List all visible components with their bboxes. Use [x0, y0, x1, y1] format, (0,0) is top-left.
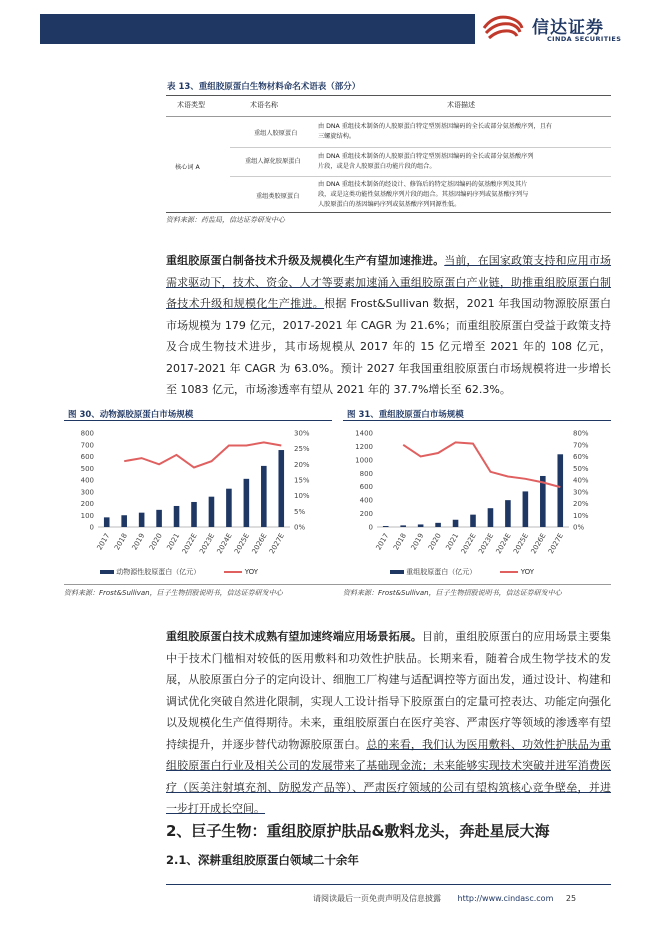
section-heading-2: 2、巨子生物：重组胶原护肤品&敷料龙头，奔赴星辰大海 — [166, 822, 550, 840]
page-number: 25 — [565, 894, 577, 903]
y-right-tick-label: 0% — [294, 523, 306, 532]
bar — [139, 513, 145, 527]
x-tick-label: 2023E — [477, 532, 496, 556]
y-left-tick-label: 0 — [368, 523, 373, 532]
bar — [174, 506, 180, 527]
legend-line-swatch — [224, 571, 242, 573]
section-heading-2-1: 2.1、深耕重组胶原蛋白领域二十余年 — [166, 853, 359, 867]
paragraph-underlined: 当前，在国家政策支持和应用市场需求驱动下，技术、资金、人才等要素加速涌入重组胶原蛋白产业链，助推重组胶原蛋白制备技术升级和规模化生产推进。 — [166, 254, 612, 310]
y-left-tick-label: 200 — [80, 500, 94, 508]
legend-bar-swatch — [390, 570, 404, 574]
bar — [470, 515, 476, 527]
paragraph-applications — [166, 626, 611, 820]
figures-bottom-rule — [64, 584, 611, 585]
table-header-name: 术语名称 — [250, 101, 278, 109]
x-tick-label: 2026E — [529, 532, 548, 556]
table-row-name: 重组人源化胶原蛋白 — [245, 158, 301, 165]
y-left-tick-label: 600 — [80, 453, 94, 461]
y-left-tick-label: 500 — [80, 464, 94, 473]
paragraph-market — [166, 250, 611, 401]
paragraph-lead: 重组胶原蛋白技术成熟有望加速终端应用场景拓展。 — [166, 630, 422, 643]
y-right-tick-label: 70% — [573, 441, 589, 450]
x-tick-label: 2025E — [233, 532, 252, 556]
x-tick-label: 2023E — [198, 532, 217, 556]
table-header-desc: 术语描述 — [447, 101, 475, 109]
table-row-divider — [230, 147, 611, 148]
y-left-tick-label: 400 — [80, 476, 94, 485]
x-tick-label: 2019 — [130, 532, 147, 552]
x-tick-label: 2021 — [444, 532, 461, 552]
bar — [557, 454, 563, 527]
x-tick-label: 2017 — [374, 532, 391, 552]
y-right-tick-label: 40% — [573, 476, 589, 485]
bar — [383, 526, 389, 527]
table-header-type: 术语类型 — [177, 101, 205, 109]
y-right-tick-label: 60% — [573, 453, 589, 461]
table-top-rule — [166, 95, 611, 96]
footer-rule — [166, 884, 611, 885]
bar — [488, 508, 494, 527]
paragraph-body: 目前，重组胶原蛋白的应用场景主要集中于技术门槛相对较低的医用敷料和功效性护肤品。长期来看，随着合成生物学技术的发展，从胶原蛋白分子的定向设计、细胞工厂构建与适配调控等方面出发，通过设计、构建和调试优化突破自然进化限制，实现人工设计指导下胶原蛋白的定量可控表达、功能定向强化以及规模化生产值得期待。未来，重组胶原蛋白在医疗美容、严肃医疗等领域的渗透率有望持续提升，并逐步替代动物源胶原蛋白。 — [166, 630, 612, 751]
y-left-tick-label: 1200 — [355, 442, 373, 451]
bar — [400, 525, 406, 527]
figure-31-chart — [343, 423, 611, 563]
x-tick-label: 2020 — [426, 532, 443, 552]
bar — [191, 502, 197, 527]
figure-31-legend — [390, 567, 534, 577]
y-right-tick-label: 10% — [573, 511, 589, 520]
y-left-tick-label: 700 — [80, 441, 94, 450]
y-left-tick-label: 100 — [80, 511, 94, 520]
paragraph-lead: 重组胶原蛋白制备技术升级及规模化生产有望加速推进。 — [166, 254, 445, 267]
y-right-tick-label: 20% — [573, 500, 589, 508]
table-row-divider — [230, 176, 611, 177]
bar — [121, 515, 127, 527]
logo-text-en: CINDA SECURITIES — [547, 35, 622, 43]
figure-31-source: 资料来源：Frost&Sullivan，巨子生物招股说明书，信达证券研发中心 — [343, 589, 562, 597]
figure-30-rule — [64, 420, 332, 421]
y-left-tick-label: 1400 — [355, 429, 373, 438]
x-tick-label: 2018 — [113, 532, 129, 552]
table-row-desc: 由 DNA 重组技术制备的经设计、修饰后的特定基因编码的氨基酸序列及其片 段，或是这类功能性氨基酸序列片段的组合。其基因编码序列或氨基酸序列与 人胶原蛋白的基因编码序列或氨基酸序列同源性低。 — [318, 181, 529, 208]
bar — [505, 500, 511, 527]
bar — [278, 450, 284, 527]
bar — [523, 491, 529, 527]
table-row-desc: 由 DNA 重组技术制备的人胶原蛋白特定型别基因编码的全长或部分氨基酸序列 片段，或是含人胶原蛋白功能片段的组合。 — [318, 153, 534, 170]
bar — [418, 524, 424, 527]
y-right-tick-label: 10% — [294, 492, 310, 501]
y-right-tick-label: 0% — [573, 523, 585, 532]
x-tick-label: 2022E — [459, 532, 478, 556]
bar — [104, 517, 110, 527]
x-tick-label: 2020 — [147, 532, 164, 552]
legend-line-swatch — [500, 571, 518, 573]
x-tick-label: 2017 — [95, 532, 112, 552]
figure-30-chart — [64, 423, 332, 563]
figure-31-rule — [343, 420, 611, 421]
yoy-line — [124, 442, 281, 467]
x-tick-label: 2018 — [392, 532, 408, 552]
figure-31-title: 图 31、重组胶原蛋白市场规模 — [347, 410, 464, 420]
table-row-desc: 由 DNA 重组技术制备的人胶原蛋白特定型别基因编码的全长或部分氨基酸序列，且有 三螺旋结构。 — [318, 123, 553, 140]
legend-line-label: YOY — [244, 568, 258, 576]
y-left-tick-label: 800 — [359, 469, 373, 478]
footer-disclaimer: 请阅读最后一页免责声明及信息披露 — [313, 894, 441, 903]
bar — [261, 466, 267, 527]
legend-line-label: YOY — [520, 568, 534, 576]
cinda-logo-icon — [480, 12, 526, 44]
figure-30-legend — [100, 567, 258, 577]
x-tick-label: 2027E — [267, 532, 287, 556]
y-right-tick-label: 5% — [294, 507, 306, 516]
x-tick-label: 2021 — [165, 532, 182, 552]
y-left-tick-label: 0 — [89, 523, 94, 532]
bar — [244, 479, 250, 527]
table-source: 资料来源：药监局，信达证券研发中心 — [166, 216, 285, 224]
x-tick-label: 2024E — [494, 532, 513, 556]
footer — [313, 893, 576, 904]
table-bottom-rule — [166, 212, 611, 213]
table-title: 表 13、重组胶原蛋白生物材料命名术语表（部分） — [167, 82, 361, 92]
y-right-tick-label: 50% — [573, 464, 589, 473]
yoy-line — [403, 442, 560, 487]
bar — [453, 520, 459, 527]
y-left-tick-label: 600 — [359, 483, 373, 492]
y-right-tick-label: 25% — [294, 445, 310, 454]
x-tick-label: 2027E — [546, 532, 566, 556]
y-left-tick-label: 400 — [359, 496, 373, 505]
y-right-tick-label: 20% — [294, 460, 310, 469]
y-right-tick-label: 15% — [294, 476, 310, 485]
footer-link[interactable]: http://www.cindasc.com — [457, 894, 554, 903]
figure-30-title: 图 30、动物源胶原蛋白市场规模 — [68, 410, 194, 420]
y-left-tick-label: 1000 — [355, 456, 373, 465]
y-left-tick-label: 200 — [359, 510, 373, 519]
table-row-name: 重组类胶原蛋白 — [256, 193, 300, 200]
y-right-tick-label: 80% — [573, 429, 589, 438]
paragraph-underlined: 总的来看，我们认为医用敷料、功效性护肤品为重组胶原蛋白行业及相关公司的发展带来了基础现金流；未来能够实现技术突破并进军消费医疗（医美注射填充剂、防脱发产品等）、严肃医疗领域的公司有望构筑核心竞争壁垒，并进一步打开成长空间。 — [166, 737, 612, 815]
header-bar — [40, 14, 475, 44]
bar — [435, 523, 441, 527]
figure-30-source: 资料来源：Frost&Sullivan，巨子生物招股说明书，信达证券研发中心 — [64, 589, 283, 597]
bar — [156, 510, 162, 527]
bar — [226, 489, 232, 527]
bar — [209, 497, 215, 527]
table-header-rule — [166, 116, 611, 117]
x-tick-label: 2022E — [180, 532, 199, 556]
x-tick-label: 2019 — [409, 532, 426, 552]
x-tick-label: 2025E — [512, 532, 531, 556]
y-right-tick-label: 30% — [573, 488, 589, 497]
paragraph-body: 根据 Frost&Sullivan 数据，2021 年我国动物源胶原蛋白市场规模为 179 亿元，2017-2021 年 CAGR 为 21.6%；而重组胶原蛋白受益于政策支持及合成生物技术进步，其市场规模从 2017 年的 15 亿元增至 2021 年的 108 亿元，2017-2021 年 CAGR 为 63.0%。预计 2027 年我国重组胶原蛋白市场规模将进一步增长至 1083 亿元，市场渗透率有望从 2021 年的 37.7%增长至 62.3%。 — [166, 297, 612, 396]
y-right-tick-label: 30% — [294, 429, 310, 438]
legend-bar-label: 重组胶原蛋白（亿元） — [406, 568, 477, 576]
y-left-tick-label: 800 — [80, 429, 94, 438]
x-tick-label: 2026E — [250, 532, 269, 556]
table-row-name: 重组人胶原蛋白 — [254, 130, 298, 137]
logo-text-cn: 信达证券 — [532, 18, 604, 38]
table-category: 核心词 A — [175, 164, 200, 171]
legend-bar-swatch — [100, 570, 114, 574]
legend-bar-label: 动物源性胶原蛋白（亿元） — [116, 568, 201, 576]
x-tick-label: 2024E — [215, 532, 234, 556]
y-left-tick-label: 300 — [80, 488, 94, 497]
